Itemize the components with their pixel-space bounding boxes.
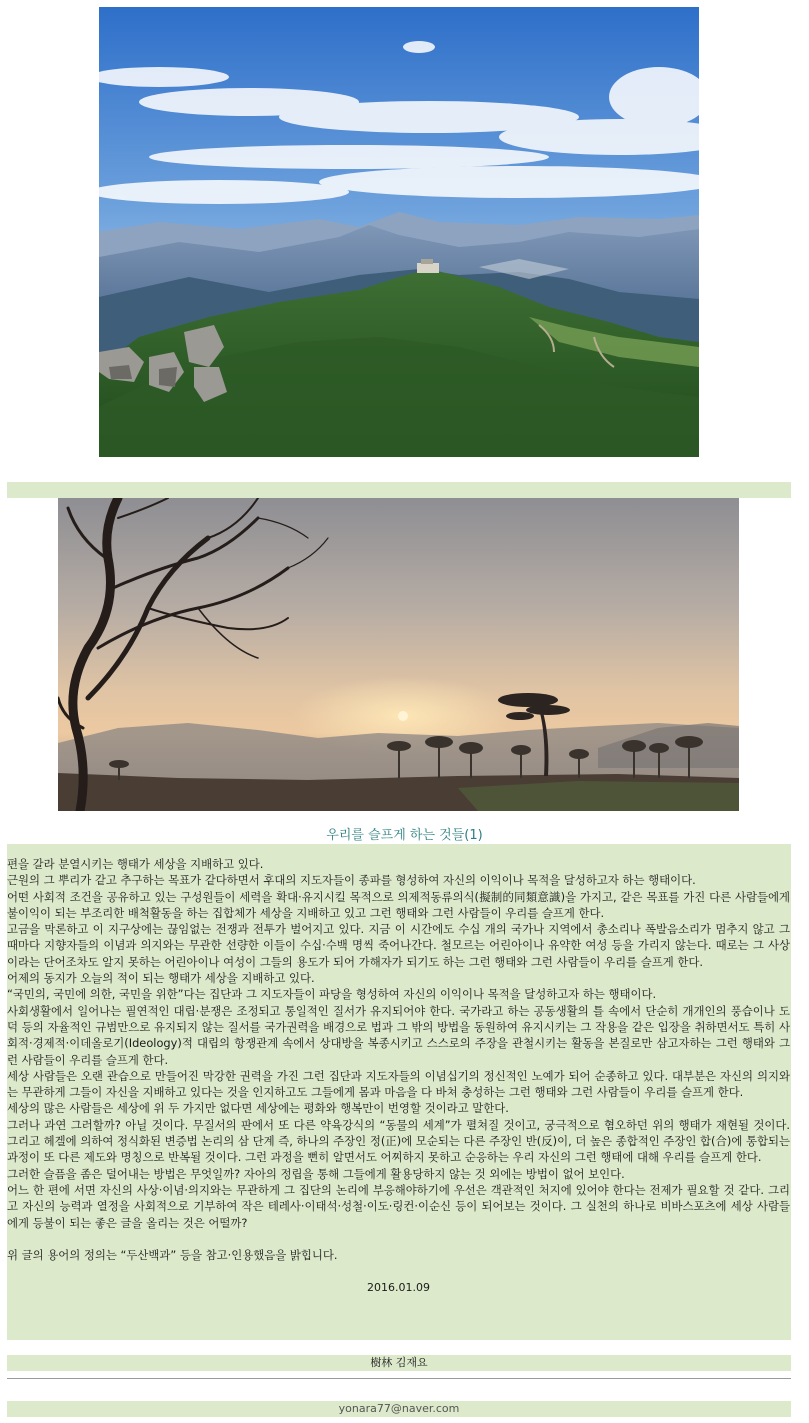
- article-date: 2016.01.09: [367, 1281, 430, 1295]
- source-note: 위 글의 용어의 정의는 “두산백과” 등을 참고·인용했음을 밝힙니다.: [7, 1247, 338, 1262]
- article-title: 우리를 슬프게 하는 것들(1): [326, 828, 483, 843]
- author-signature: 樹林 김재요: [7, 1355, 791, 1371]
- paragraph: 어떤 사회적 조건을 공유하고 있는 구성원들이 세력을 확대·유지시킬 목적으로 의제적동류의식(擬制的同類意識)을 가지고, 같은 목표를 가진 다른 사람들에게 불이익이 되는 부조리한 배척활동을 하는 집합체가 세상을 지배하고 있고 그런 행태와 그런 사람들이 우리를 슬프게 한다.: [7, 889, 790, 920]
- horizontal-rule: [7, 1378, 791, 1379]
- paragraph: “국민의, 국민에 의한, 국민을 위한”다는 집단과 그 지도자들이 파당을 형성하여 자신의 이익이나 목적을 달성하고자 하는 행태이다.: [7, 987, 657, 1002]
- paragraph-gap: [7, 1231, 790, 1247]
- paragraph: 세상 사람들은 오랜 관습으로 만들어진 막강한 권력을 가진 그런 집단과 지도자들의 이념십기의 정신적인 노예가 되어 순종하고 있다. 대부분은 자신의 의지와는 무관하게 그들이 자신을 지배하고 있다는 것을 인지하고도 그들에게 몸과 마음을 다 바쳐 충성하는 그런 행태와 그런 사람들이 우리를 슬프게 한다.: [7, 1068, 790, 1100]
- paragraph: 그러나 과연 그러할까? 아닐 것이다. 무질서의 판에서 또 다른 약육강식의 “동물의 세계”가 펼쳐질 것이고, 궁극적으로 혐오하던 위의 행태가 재현될 것이다. 그리고 헤겔에 의하여 정식화된 변증법 논리의 삼 단계 즉, 하나의 주장인 정(正)에 모순되는 다른 주장인 반(反)이, 더 높은 종합적인 주장인 합(合)에 통합되는 과정이 또 다른 제도와 명칭으로 반복될 것이다. 그런 과정을 뻔히 알면서도 어찌하지 못하고 순응하는 우리 자신의 그런 행태에 대해 우리를 슬프게 한다.: [7, 1117, 790, 1165]
- paragraph: 편을 갈라 분열시키는 행태가 세상을 지배하고 있다.: [7, 857, 264, 871]
- paragraph: 어제의 동지가 오늘의 적이 되는 행태가 세상을 지배하고 있다.: [7, 971, 315, 986]
- paragraph: 근원의 그 뿌리가 같고 추구하는 목표가 같다하면서 후대의 지도자들이 종파를 형성하여 자신의 이익이나 목적을 달성하고자 하는 행태이다.: [7, 873, 696, 888]
- paragraph: 고금을 막론하고 이 지구상에는 끊임없는 전쟁과 전투가 벌어지고 있다. 지금 이 시간에도 수십 개의 국가나 지역에서 총소리나 폭발음소리가 멈추지 않고 그 때마다 지향자들의 이념과 의지와는 무관한 선량한 이들이 수십·수백 명씩 죽어나간다. 철모르는 어린아이나 유약한 여성 등을 가리지 않는다. 때로는 그 사상이라는 단어조차도 알지 못하는 어린아이나 여성이 그들의 용도가 되어 가해자가 되기도 하는 그런 행태와 그런 사람들이 우리를 슬프게 한다.: [7, 922, 790, 969]
- paragraph: 세상의 많은 사람들은 세상에 위 두 가지만 없다면 세상에는 평화와 행복만이 번영할 것이라고 말한다.: [7, 1101, 509, 1116]
- paragraph: 어느 한 편에 서면 자신의 사상·이념·의지와는 무관하게 그 집단의 논리에 부응해야하기에 우선은 객관적인 처지에 있어야 한다는 전제가 필요할 것 같다. 그리고 자신의 능력과 열정을 사회적으로 기부하여 작은 테레사·이태석·성철·이도·링컨·이순신 등이 되어보는 것이다. 그 실천의 하나로 비바스포츠에 세상 사람들에게 등불이 되는 좋은 글을 올리는 것은 어떨까?: [7, 1182, 790, 1230]
- article-body: [7, 844, 791, 1340]
- sunrise-photo: [58, 498, 739, 811]
- divider-bar: [7, 482, 791, 498]
- author-email: yonara77@naver.com: [7, 1401, 791, 1417]
- paragraph: 그러한 슬픔을 좀은 덜어내는 방법은 무엇일까? 자아의 정립을 통해 그들에게 활용당하지 않는 것 외에는 방법이 없어 보인다.: [7, 1166, 625, 1181]
- mountain-photo: [99, 7, 699, 457]
- paragraph: 사회생활에서 일어나는 필연적인 대립·분쟁은 조정되고 통일적인 질서가 유지되어야 한다. 국가라고 하는 공동생활의 틀 속에서 단순히 개개인의 풍습이나 도덕 등의 자율적인 규범만으로 유지되지 않는 질서를 국가권력을 배경으로 법과 그 밖의 방법을 동원하여 유지시키는 그 작용을 같은 입장을 취하면서도 특히 사회적·경제적·이데올로기(Ideology)적 대립의 항쟁관계 속에서 상대방을 복종시키고 스스로의 주장을 관철시키는 활동을 본질로만 삼고자하는 그런 행태와 그런 사람들이 우리를 슬프게 한다.: [7, 1003, 790, 1067]
